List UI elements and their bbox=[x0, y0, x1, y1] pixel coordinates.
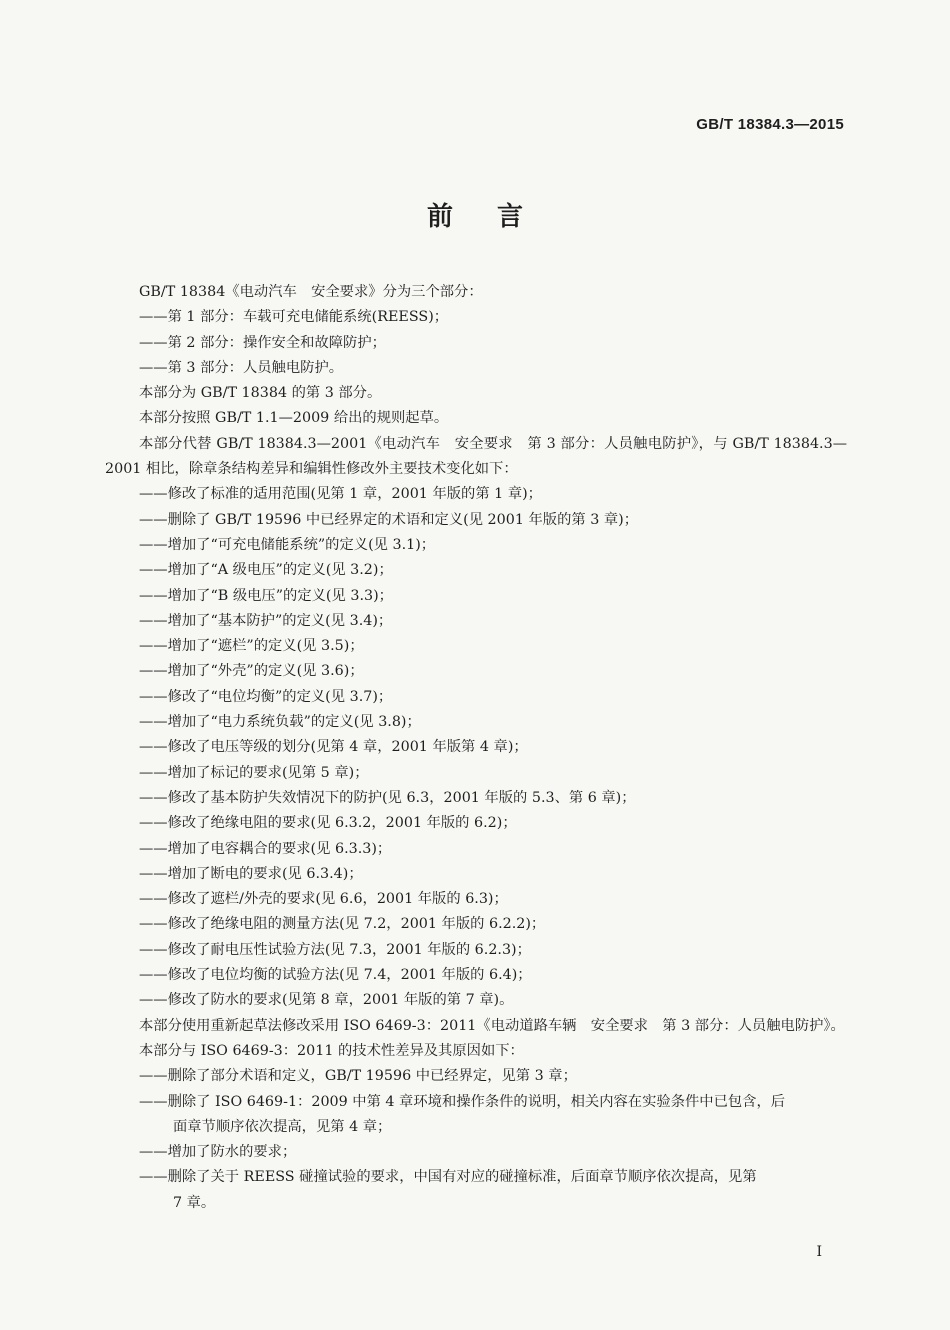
standard-code: GB/T 18384.3—2015 bbox=[696, 116, 844, 133]
list-item: ——删除了 GB/T 19596 中已经界定的术语和定义(见 2001 年版的第 3 章)； bbox=[139, 511, 639, 528]
list-item: ——增加了“电力系统负载”的定义(见 3.8)； bbox=[139, 714, 421, 731]
list-item: ——增加了标记的要求(见第 5 章)； bbox=[139, 764, 369, 781]
list-item-line: ——删除了部分术语和定义，GB/T 19596 中已经界定，见第 3 章； bbox=[139, 1068, 577, 1085]
list-item: ——修改了基本防护失效情况下的防护(见 6.3，2001 年版的 5.3、第 6 章)； bbox=[139, 789, 636, 806]
paragraph-adoption: 本部分使用重新起草法修改采用 ISO 6469-3：2011《电动道路车辆 安全要求 第 3 部分：人员触电防护》。 bbox=[139, 1017, 845, 1034]
list-item: ——修改了防水的要求(见第 8 章，2001 年版的第 7 章)。 bbox=[139, 992, 514, 1009]
list-item-continuation: 面章节顺序依次提高，见第 4 章； bbox=[173, 1118, 392, 1135]
list-item: ——增加了“可充电储能系统”的定义(见 3.1)； bbox=[139, 536, 436, 553]
list-item: ——修改了耐电压性试验方法(见 7.3，2001 年版的 6.2.3)； bbox=[139, 941, 531, 958]
list-item: ——修改了电位均衡的试验方法(见 7.4，2001 年版的 6.4)； bbox=[139, 967, 532, 984]
list-item: ——修改了绝缘电阻的测量方法(见 7.2，2001 年版的 6.2.2)； bbox=[139, 916, 546, 933]
list-item bbox=[105, 1064, 847, 1089]
list-item: ——修改了标准的适用范围(见第 1 章，2001 年版的第 1 章)； bbox=[139, 486, 542, 503]
list-item: ——增加了断电的要求(见 6.3.4)； bbox=[139, 865, 363, 882]
page-number: I bbox=[816, 1244, 822, 1260]
list-item: ——增加了“A 级电压”的定义(见 3.2)； bbox=[139, 562, 393, 579]
foreword-body bbox=[105, 280, 847, 1216]
list-item: ——增加了“遮栏”的定义(见 3.5)； bbox=[139, 638, 364, 655]
list-item: ——修改了遮栏/外壳的要求(见 6.6，2001 年版的 6.3)； bbox=[139, 891, 508, 908]
list-item: ——修改了“电位均衡”的定义(见 3.7)； bbox=[139, 688, 393, 705]
paragraph-replacement: 本部分代替 GB/T 18384.3—2001《电动汽车 安全要求 第 3 部分：人员触电防护》，与 GB/T 18384.3—2001 相比，除章条结构差异和编辑性修改外主要技术变化如下： bbox=[105, 435, 847, 478]
paragraph-drafting-rules: 本部分按照 GB/T 1.1—2009 给出的规则起草。 bbox=[139, 410, 449, 427]
list-item-part3: ——第 3 部分：人员触电防护。 bbox=[139, 359, 344, 376]
list-item bbox=[105, 1090, 847, 1141]
list-item: ——增加了电容耦合的要求(见 6.3.3)； bbox=[139, 840, 392, 857]
paragraph-intro: GB/T 18384《电动汽车 安全要求》分为三个部分： bbox=[139, 284, 483, 300]
list-item: ——修改了电压等级的划分(见第 4 章，2001 年版第 4 章)； bbox=[139, 739, 528, 756]
list-item-continuation: 7 章。 bbox=[173, 1194, 216, 1211]
paragraph-differences-intro: 本部分与 ISO 6469-3：2011 的技术性差异及其原因如下： bbox=[139, 1042, 524, 1059]
list-item: ——增加了“外壳”的定义(见 3.6)； bbox=[139, 663, 364, 680]
list-item-line: ——增加了防水的要求； bbox=[139, 1144, 297, 1161]
list-item: ——增加了“基本防护”的定义(见 3.4)； bbox=[139, 612, 393, 629]
list-item: ——增加了“B 级电压”的定义(见 3.3)； bbox=[139, 587, 393, 604]
list-item-part2: ——第 2 部分：操作安全和故障防护； bbox=[139, 334, 386, 351]
paragraph-part-statement: 本部分为 GB/T 18384 的第 3 部分。 bbox=[139, 385, 382, 402]
page-title: 前言 bbox=[426, 202, 567, 232]
list-item-line: ——删除了关于 REESS 碰撞试验的要求，中国有对应的碰撞标准，后面章节顺序依次提高，见第 bbox=[139, 1169, 757, 1186]
list-item: ——修改了绝缘电阻的要求(见 6.3.2，2001 年版的 6.2)； bbox=[139, 815, 517, 832]
list-item bbox=[105, 1140, 847, 1165]
list-item-part1: ——第 1 部分：车载可充电储能系统(REESS)； bbox=[139, 309, 449, 326]
list-item bbox=[105, 1165, 847, 1216]
list-item-line: ——删除了 ISO 6469-1：2009 中第 4 章环境和操作条件的说明，相关内容在实验条件中已包含，后 bbox=[139, 1093, 786, 1110]
